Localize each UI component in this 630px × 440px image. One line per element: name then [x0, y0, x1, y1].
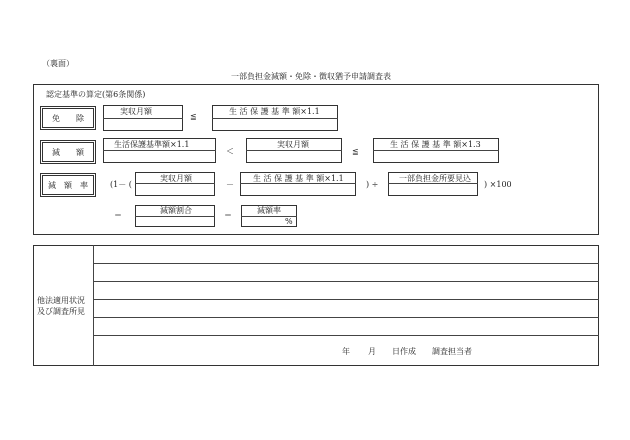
rate-burden-label: 一部負担金所要見込 [399, 174, 471, 183]
rate-label-box [42, 175, 94, 195]
footer-officer: 調査担当者 [432, 347, 472, 356]
rate-eq1: ＝ [114, 211, 122, 220]
reduce-op1: ＜ [226, 147, 234, 156]
rate-open-paren: (1－ ( [110, 180, 132, 189]
exempt-actual-income-label: 実収月額 [120, 107, 152, 116]
rate-percent: % [285, 217, 293, 226]
form-title: 一部負担金減額・免除・徴収猶予申請調査表 [231, 72, 391, 81]
rate-divide: ) ÷ [366, 180, 379, 189]
rate-result-label: 減額率 [257, 206, 281, 215]
rate-actual-income-label: 実収月額 [160, 174, 192, 183]
survey-label-line1: 他法適用状況 [37, 296, 85, 305]
exempt-op: ≦ [190, 112, 197, 121]
rate-standard-label: 生 活 保 護 基 準 額×1.1 [253, 174, 344, 183]
reduce-op2: ≦ [352, 147, 359, 156]
reverse-side-label: （裏面） [42, 59, 74, 68]
criteria-heading: 認定基準の算定(第6条関係) [46, 90, 146, 99]
reduce-label-box [42, 142, 94, 162]
footer-month: 月 [368, 347, 376, 356]
exempt-label-box [42, 108, 94, 128]
exempt-label: 免 除 [52, 113, 84, 123]
rate-label: 減 額 率 [48, 180, 88, 190]
reduce-actual-income-label: 実収月額 [277, 140, 309, 149]
rate-minus: － [226, 180, 234, 189]
survey-label-line2: 及び調査所見 [37, 307, 85, 316]
reduce-standard-high-label: 生 活 保 護 基 準 額×1.3 [390, 140, 481, 149]
rate-ratio-label: 減額割合 [160, 206, 192, 215]
reduce-label: 減 額 [52, 147, 84, 157]
rate-close: ) ×100 [484, 180, 512, 189]
reduce-standard-low-label: 生活保護基準額×1.1 [114, 140, 190, 149]
footer-day-created: 日作成 [392, 347, 416, 356]
footer-year: 年 [342, 347, 350, 356]
exempt-standard-label: 生 活 保 護 基 準 額×1.1 [229, 107, 320, 116]
rate-eq2: ＝ [224, 211, 232, 220]
